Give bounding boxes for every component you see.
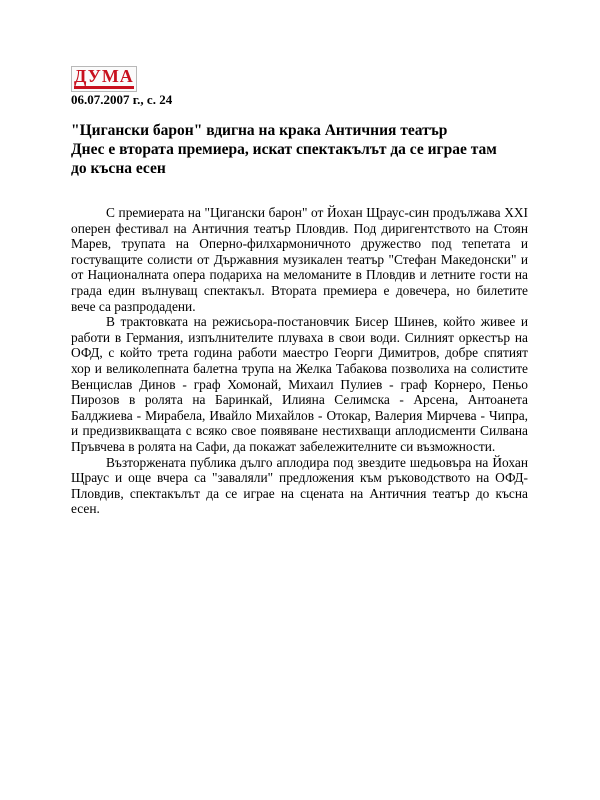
logo-band bbox=[74, 86, 134, 89]
article-paragraph: Възторжената публика дълго аплодира под звездите шедьовъра на Йохан Щраус и още вчера са "заваляли" предложения към ръководството на ОФД-Пловдив, спектакълът да се играе на сцената на Античния театър до късна есен. bbox=[71, 454, 528, 517]
headline-block bbox=[71, 121, 541, 178]
headline-title: "Цигански барон" вдигна на крака Античния театър bbox=[71, 122, 448, 139]
dateline: 06.07.2007 г., с. 24 bbox=[71, 92, 173, 107]
headline-subtitle-line-2: до късна есен bbox=[71, 160, 166, 177]
article-paragraph: С премиерата на "Цигански барон" от Йохан Щраус-син продължава XXI оперен фестивал на Античния театър Пловдив. Под диригентството на Стоян Марев, трупата на Оперно-филхармоничното дружество под тепетата и гостуващите солисти от Държавния музикален театър "Стефан Македонски" и от Националната опера подариха на меломаните в Пловдив и летните гости на града един вълнуващ спектакъл. Втората премиера е довечера, но билетите вече са разпродадени. bbox=[71, 205, 528, 314]
article-body bbox=[71, 205, 528, 517]
logo-wordmark: ДУМА bbox=[74, 66, 134, 86]
article-paragraph: В трактовката на режисьора-постановчик Бисер Шинев, който живее и работи в Германия, изпълнителите плуваха в свои води. Силният оркестър на ОФД, с който трета година работи маестро Георги Димитров, добре спятият хор и великолепната балетна трупа на Желка Табакова позволиха на солистите Венцислав Динов - граф Хомонай, Михаил Пулиев - граф Корнеро, Пеньо Пирозов в ролята на Баринкай, Илияна Селимска - Арсена, Антоанета Балджиева - Мирабела, Ивайло Михайлов - Отокар, Валерия Мирчева - Чипра, и предизвикващата с всяко свое появяване нестихващи аплодисменти Силвана Пръвчева в ролята на Сафи, да покажат забележителните си възможности. bbox=[71, 314, 528, 454]
headline-subtitle-line-1: Днес е втората премиера, искат спектакълът да се играе там bbox=[71, 141, 497, 158]
newspaper-logo bbox=[71, 66, 137, 92]
